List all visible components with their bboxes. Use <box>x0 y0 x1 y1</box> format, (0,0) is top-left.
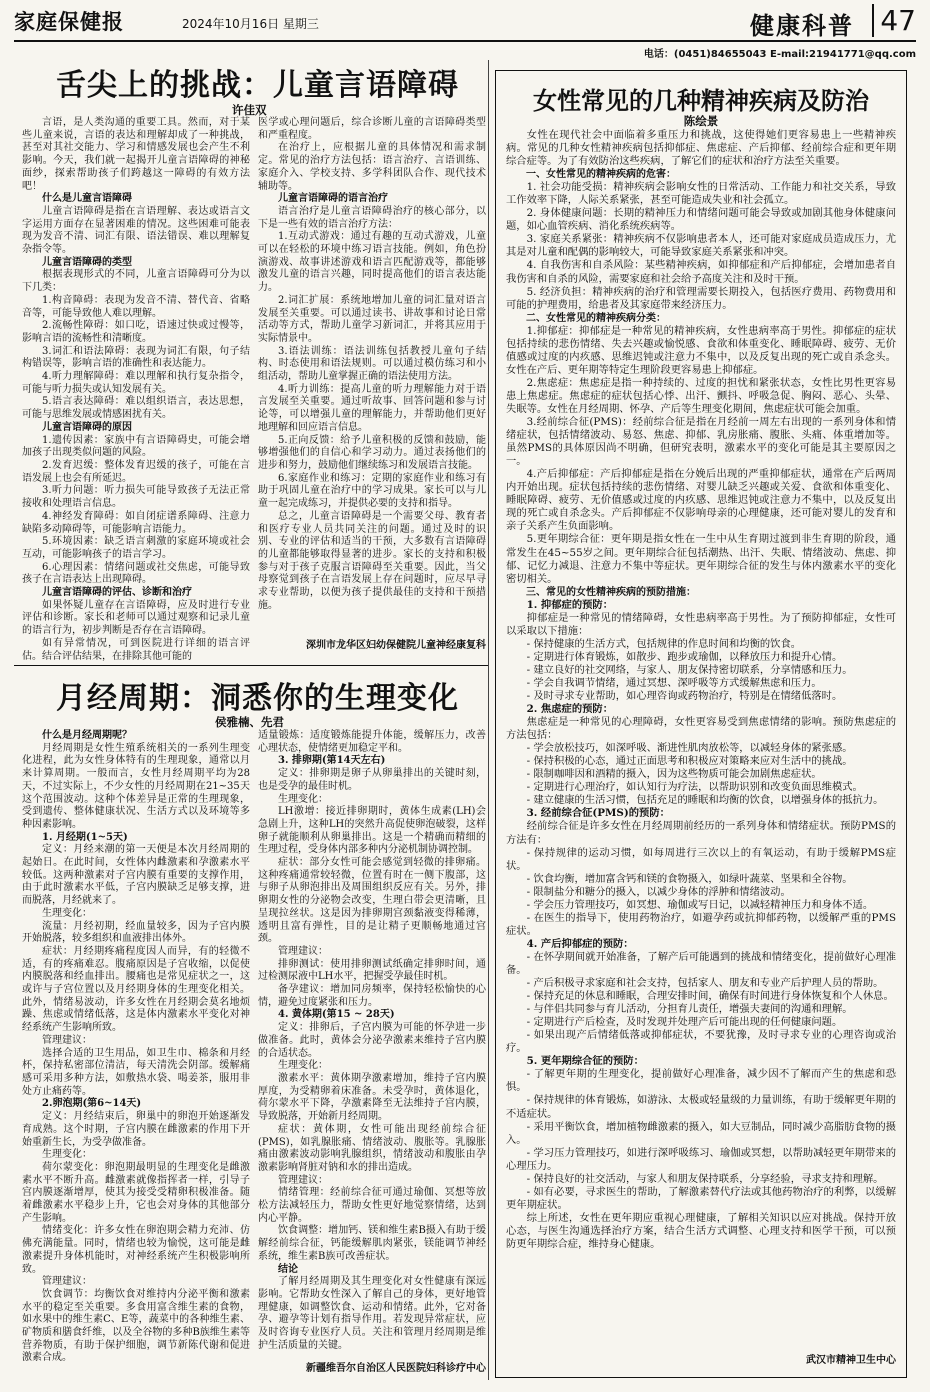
phase-heading: 3. 排卵期(第14天左右) <box>278 755 386 767</box>
paragraph: 女性在现代社会中面临着多重压力和挑战，这使得她们更容易患上一些精神疾病。常见的几种女性精神疾病包括抑郁症、焦虑症、产后抑郁、经前综合症和更年期综合症等。为了有效防治这些疾病，了解它们的症状和治疗方法至关重要。 <box>506 129 896 168</box>
paragraph: 5.更年期综合征：更年期是指女性在一生中从生育期过渡到非生育期的阶段，通常发生在45~55岁之间。更年期综合征包括潮热、出汗、失眠、情绪波动、焦虑、抑郁、记忆力减退、注意力不集中等症状。更年期综合征的发生与体内激素水平的变化密切相关。 <box>506 533 896 585</box>
contact-info: 电话：(0451)84655043 E-mail:21941771@qq.com <box>643 49 916 60</box>
paragraph: 定义：月经结束后，卵巢中的卵泡开始逐渐发育成熟。这个时期，子宫内膜在雌激素的作用下开始重新生长，为受孕做准备。 <box>22 1111 250 1148</box>
header-rule <box>14 40 916 42</box>
paragraph: 1.遗传因素：家族中有言语障碍史，可能会增加孩子出现类似问题的风险。 <box>22 434 250 459</box>
article-separator <box>14 665 488 666</box>
paragraph: 如果怀疑儿童存在言语障碍，应及时进行专业评估和诊断。家长和老师可以通过观察和记录儿童的语言行为，初步判断是否存在言语障碍。 <box>22 599 250 637</box>
paragraph: 生理变化： <box>42 907 92 919</box>
paragraph: - 保持充足的休息和睡眠，合理安排时间，确保有时间进行身体恢复和个人休息。 <box>526 990 894 1003</box>
paragraph: 管理建议： <box>278 945 328 957</box>
paragraph: 1. 社会功能受损：精神疾病会影响女性的日常活动、工作能力和社交关系，导致工作效率下降，人际关系紧张，甚至可能造成失业和社会孤立。 <box>506 181 896 207</box>
issue-date: 2024年10月16日 星期三 <box>182 17 319 31</box>
paragraph: 4.产后抑郁症：产后抑郁症是指在分娩后出现的严重抑郁症状，通常在产后两周内开始出现。症状包括持续的悲伤情绪、对婴儿缺乏兴趣或关爱、食欲和体重变化、睡眠障碍、疲劳、无价值感或过度的内疚感、思维迟钝或注意力不集中，以及反复出现的死亡或自杀念头。产后抑郁症不仅影响母亲的心理健康，还可能对婴儿的发育和亲子关系产生负面影响。 <box>506 468 896 533</box>
paragraph: 月经周期是女性生殖系统相关的一系列生理变化进程，此为女性身体特有的生理现象，通常以月来计算周期。一般而言，女性月经周期平均为28天，不过实际上，不少女性的月经周期在21~35天这个范围波动。这种个体差异是正常的生理现象，受到遗传、整体健康状况、生活方式以及环境等多种因素影响。 <box>22 742 250 830</box>
article2-author: 侯雅楠、先君 <box>215 715 284 729</box>
paragraph: 在治疗上，应根据儿童的具体情况和需求制定。常见的治疗方法包括：语言治疗、言语训练、家庭介入、学校支持、多学科团队合作、现代技术辅助等。 <box>258 142 486 192</box>
subheading: 儿童言语障碍的类型 <box>42 256 132 268</box>
article2-column-2 <box>258 730 486 1362</box>
paragraph: 管理建议： <box>278 1174 328 1186</box>
article3-author: 陈绘景 <box>683 114 719 128</box>
paragraph: - 学会压力管理技巧，如冥想、瑜伽或写日记，以减轻精神压力和身体不适。 <box>526 898 874 911</box>
paragraph: 焦虑症是一种常见的心理障碍，女性更容易受到焦虑情绪的影响。预防焦虑症的方法包括： <box>506 716 896 742</box>
article3-title: 女性常见的几种精神疾病及防治 <box>533 86 869 115</box>
paragraph: - 建立健康的生活习惯，包括充足的睡眠和均衡的饮食，以增强身体的抵抗力。 <box>526 794 884 807</box>
paragraph: 症状：月经期疼痛程度因人而异，有的轻微不适，有的疼痛难忍。腹痛原因是子宫收缩，以促使内膜脱落和经血排出。腰痛也是常见症状之一，这或许与子宫位置以及月经期身体的生理变化相关。此外，情绪易波动，许多女性在月经期会莫名地烦躁、焦虑或情绪低落，这是体内激素水平变化对神经系统产生影响所致。 <box>22 945 250 1034</box>
paragraph: 2.焦虑症：焦虑症是指一种持续的、过度的担忧和紧张状态，女性比男性更容易患上焦虑症。焦虑症的症状包括心悸、出汗、颤抖、呼吸急促、胸闷、恶心、头晕、失眠等。女性在月经周期、怀孕、产后等生理变化期间，焦虑症状可能会加重。 <box>506 376 896 415</box>
paragraph: - 学习压力管理技巧，如进行深呼吸练习、瑜伽或冥想，以帮助减轻更年期带来的心理压力。 <box>506 1146 896 1172</box>
paragraph: 管理建议： <box>42 1276 92 1288</box>
paragraph: 言语，是人类沟通的重要工具。然而，对于某些儿童来说，言语的表达和理解却成了一种挑战，甚至对其社交能力、学习和情感发展也会产生不利影响。今天，我们就一起揭开儿童言语障碍的神秘面纱，探索帮助孩子们跨越这一障碍的有效方法吧！ <box>22 117 250 192</box>
paragraph: - 学会自我调节情绪，通过冥想、深呼吸等方式缓解焦虑和压力。 <box>526 676 822 689</box>
phase-heading: 4. 黄体期(第15 ~ 28天) <box>278 1009 395 1021</box>
subheading: 儿童言语障碍的原因 <box>42 421 132 433</box>
paragraph: 备孕建议：增加同房频率，保持轻松愉快的心情，避免过度紧张和压力。 <box>258 984 486 1008</box>
paragraph: - 如有必要，寻求医生的帮助，了解激素替代疗法或其他药物治疗的利弊，以缓解更年期症状。 <box>506 1185 896 1211</box>
paragraph: 如有异常情况，可到医院进行详细的语言评估。结合评估结果，在排除其他可能的 <box>22 637 250 662</box>
paragraph: - 保持规律的运动习惯，如每周进行三次以上的有氧运动，有助于缓解PMS症状。 <box>506 846 896 872</box>
paragraph: 饮食调节：均衡饮食对维持内分泌平衡和激素水平的稳定至关重要。多食用富含维生素的食物，如水果中的维生素C、E等，蔬菜中的各种维生素、矿物质和膳食纤维，以及全谷物的多种B族维生素等营养物质，有助于保护细胞，调节新陈代谢和促进激素合成。 <box>22 1288 250 1364</box>
paragraph: - 定期进行体育锻炼，如散步、跑步或瑜伽，以释放压力和提升心情。 <box>526 650 843 663</box>
paragraph: 2. 身体健康问题：长期的精神压力和情绪问题可能会导致或加剧其他身体健康问题，如心血管疾病、消化系统疾病等。 <box>506 207 896 233</box>
paragraph: 情绪管理：经前综合征可通过瑜伽、冥想等放松方法减轻压力，帮助女性更好地觉察情绪，达到内心平静。 <box>258 1187 486 1224</box>
paragraph: 5. 经济负担：精神疾病的治疗和管理需要长期投入，包括医疗费用、药物费用和可能的护理费用，给患者及其家庭带来经济压力。 <box>506 285 896 311</box>
paragraph: - 学会放松技巧，如深呼吸、渐进性肌肉放松等，以减轻身体的紧张感。 <box>526 742 853 755</box>
paragraph: 儿童言语障碍是指在言语理解、表达或语言文字运用方面存在显著困难的情况。这些困难可能表现为发音不清、词汇有限、语法错误、难以理解复杂指令等。 <box>22 205 250 256</box>
paragraph: 生理变化： <box>278 1060 328 1072</box>
paragraph: 激素水平：黄体期孕激素增加，维持子宫内膜厚度，为受精卵着床准备。未受孕时，黄体退化，荷尔蒙水平下降，孕激素降至无法维持子宫内膜，导致脱落，开始新月经周期。 <box>258 1072 486 1123</box>
article3-source-box <box>506 1355 896 1371</box>
article1-title: 舌尖上的挑战：儿童言语障碍 <box>56 68 459 103</box>
paragraph: 排卵测试：使用排卵测试纸确定排卵时间，通过检测尿液中LH水平，把握受孕最佳时机。 <box>258 958 486 983</box>
paragraph: LH激增：接近排卵期时，黄体生成素(LH)会急剧上升，这种LH的突然升高促使卵泡破裂，这样卵子就能顺利从卵巢排出。这是一个精确而精细的生理过程，受身体内部多种内分泌机制协调控制。 <box>258 806 486 856</box>
paragraph: 症状：部分女性可能会感觉到轻微的排卵痛。这种疼痛通常较轻微，位置有时在一侧下腹部，这与卵子从卵泡排出及周围组织反应有关。另外，排卵期女性的分泌物会改变，生理白带会更清晰，且呈现拉丝状。这是因为排卵期宫颈黏液变得稀薄，透明且富有弹性，目的是让精子更顺畅地通过宫颈。 <box>258 857 486 945</box>
article1-author: 许佳双 <box>232 103 267 117</box>
paragraph: 了解月经周期及其生理变化对女性健康有深远影响。它帮助女性深入了解自己的身体，更好地管理健康，如调整饮食、运动和情绪。此外，它对备孕、避孕等计划有指导作用。若发现异常症状，应及时咨询专业医疗人员。关注和管理月经周期是维护生活质量的关键。 <box>258 1276 486 1351</box>
article3-body <box>506 129 896 1351</box>
paragraph: - 保持良好的社交活动，与家人和朋友保持联系，分享经验，寻求支持和理解。 <box>526 1172 884 1185</box>
phase-heading: 3. 经前综合征(PMS)的预防： <box>526 807 670 820</box>
paragraph: - 饮食均衡，增加富含钙和镁的食物摄入，如绿叶蔬菜、坚果和全谷物。 <box>526 872 853 885</box>
article2-source-box <box>258 1363 486 1379</box>
subheading: 什么是月经周期呢？ <box>42 730 132 741</box>
paragraph: - 限制盐分和糖分的摄入，以减少身体的浮肿和情绪波动。 <box>526 885 791 898</box>
phase-heading: 2. 焦虑症的预防： <box>526 703 614 716</box>
paragraph: 1.构音障碍：表现为发音不清、替代音、省略音等，可能导致他人难以理解。 <box>22 294 250 319</box>
paragraph: 1.互动式游戏：通过有趣的互动式游戏，儿童可以在轻松的环境中练习语言技能。例如，角色扮演游戏、故事讲述游戏和语言匹配游戏等，都能够激发儿童的语言兴趣，同时提高他们的语言表达能力。 <box>258 231 486 294</box>
paragraph: 症状：黄体期，女性可能出现经前综合征(PMS)，如乳腺胀痛、情绪波动、腹胀等。乳腺胀痛由激素波动影响乳腺组织，情绪波动和腹胀由孕激素影响肾脏对钠和水的排出造成。 <box>258 1123 486 1173</box>
paragraph: 选择合适的卫生用品，如卫生巾、棉条和月经杯，保持私密部位清洁，每天清洗会阴部。缓解痛感可采用多种方法，如敷热水袋、喝姜茶，服用非处方止痛药等。 <box>22 1047 250 1097</box>
paragraph: 3.听力问题：听力损失可能导致孩子无法正常接收和处理语言信息。 <box>22 485 250 510</box>
paragraph: - 定期进行产后检查，及时发现并处理产后可能出现的任何健康问题。 <box>526 1016 843 1029</box>
paragraph: 综上所述，女性在更年期应重视心理健康，了解相关知识以应对挑战。保持开放心态，与医生沟通选择治疗方案，结合生活方式调整、心理支持和医学干预，可以预防更年期综合症，维持身心健康。 <box>506 1211 896 1250</box>
paragraph: - 如果出现产后情绪低落或抑郁症状，不要犹豫，及时寻求专业的心理咨询或治疗。 <box>506 1029 896 1055</box>
paragraph: 情绪变化：许多女性在卵泡期会精力充沛、仿佛充满能量。同时，情绪也较为愉悦，这可能是雌激素提升身体机能时，对神经系统产生积极影响所致。 <box>22 1225 250 1275</box>
paragraph: 2.流畅性障碍：如口吃，语速过快或过慢等，影响言语的流畅性和清晰度。 <box>22 320 250 344</box>
paragraph: 1.抑郁症：抑郁症是一种常见的精神疾病，女性患病率高于男性。抑郁症的症状包括持续的悲伤情绪、失去兴趣或愉悦感、食欲和体重变化、睡眠障碍、疲劳、无价值感或过度的内疚感、思维迟钝或注意力不集中，以及反复出现的死亡或自杀念头。女性在产后、更年期等特定生理阶段更容易患上抑郁症。 <box>506 324 896 376</box>
paragraph: 适量锻炼：适度锻炼能提升体能，缓解压力，改善心理状态，使情绪更加稳定平和。 <box>258 730 486 754</box>
subheading: 三、常见的女性精神疾病的预防措施： <box>526 586 696 598</box>
article3-source: 武汉市精神卫生中心 <box>806 1355 896 1366</box>
paragraph: - 保持规律的体育锻炼，如游泳、太极或轻量级的力量训练，有助于缓解更年期的不适症状。 <box>506 1094 896 1120</box>
paragraph: - 采用平衡饮食，增加植物雌激素的摄入，如大豆制品，同时减少高脂肪食物的摄入。 <box>506 1120 896 1146</box>
paragraph: 4.神经发育障碍：如自闭症谱系障碍、注意力缺陷多动障碍等，可能影响言语能力。 <box>22 510 250 535</box>
paragraph: 4.听力训练：提高儿童的听力理解能力对于语言发展至关重要。通过听故事、回答问题和参与讨论等，可以增强儿童的理解能力，并帮助他们更好地理解和回应语言信息。 <box>258 383 486 433</box>
subheading: 什么是儿童言语障碍 <box>42 193 132 205</box>
column-divider <box>488 60 489 1380</box>
paragraph: 定义：月经来潮的第一天便是本次月经周期的起始日。在此时间，女性体内雌激素和孕激素水平较低。这两种激素对子宫内膜有重要的支撑作用，由于此时激素水平低，子宫内膜缺乏足够支撑，进而脱落，月经就来了。 <box>22 844 250 907</box>
paragraph: 流量：月经初期，经血量较多，因为子宫内膜开始脱落，较多组织和血液排出体外。 <box>22 920 250 945</box>
paragraph: - 建立良好的社交网络，与家人、朋友保持密切联系，分享情感和压力。 <box>526 663 853 676</box>
paragraph: 总之，儿童言语障碍是一个需要父母、教育者和医疗专业人员共同关注的问题。通过及时的识别、专业的评估和适当的干预，大多数有言语障碍的儿童都能够取得显著的进步。家长的支持和积极参与对于孩子克服言语障碍至关重要。因此，当父母察觉到孩子在言语发展上存在问题时，应尽早寻求专业帮助，以便为孩子提供最佳的支持和干预措施。 <box>258 510 486 611</box>
phase-heading: 1. 月经期(1~5天) <box>42 831 128 843</box>
paragraph: 定义：排卵期是卵子从卵巢排出的关键时刻，也是受孕的最佳时机。 <box>258 768 486 792</box>
paragraph: - 保持健康的生活方式，包括规律的作息时间和均衡的饮食。 <box>526 637 802 650</box>
phase-heading: 4. 产后抑郁症的预防： <box>526 937 634 950</box>
paragraph: 语言治疗是儿童言语障碍治疗的核心部分，以下是一些有效的语言治疗方法： <box>258 205 486 230</box>
paragraph: 4. 自我伤害和自杀风险：某些精神疾病，如抑郁症和产后抑郁症，会增加患者自我伤害和自杀的风险，需要家庭和社会给予高度关注和及时干预。 <box>506 259 896 285</box>
phase-heading: 5. 更年期综合征的预防： <box>526 1055 644 1068</box>
subheading: 儿童言语障碍的语言治疗 <box>278 193 388 205</box>
paragraph: 5.环境因素：缺乏语言刺激的家庭环境或社会互动，可能影响孩子的语言学习。 <box>22 536 250 560</box>
paragraph: - 及时寻求专业帮助，如心理咨询或药物治疗，特别是在情绪低落时。 <box>526 690 843 703</box>
paragraph: 4.听力理解障碍：难以理解和执行复杂指令，可能与听力损失或认知发展有关。 <box>22 371 250 395</box>
paragraph: 经前综合征是许多女性在月经周期前经历的一系列身体和情绪症状。预防PMS的方法有： <box>506 820 896 846</box>
paragraph: 2.发育迟缓：整体发育迟缓的孩子，可能在言语发展上也会有所延迟。 <box>22 459 250 484</box>
phase-heading: 2.卵泡期(第6~14天) <box>42 1098 142 1110</box>
paragraph: 荷尔蒙变化：卵泡期最明显的生理变化是雌激素水平不断升高。雌激素就像指挥者一样，引导子宫内膜逐渐增厚，使其为接受受精卵积极准备。随着雌激素水平稳步上升，它也会对身体的其他部分产生影响。 <box>22 1161 250 1224</box>
paragraph: 医学或心理问题后，综合诊断儿童的言语障碍类型和严重程度。 <box>258 117 486 141</box>
paragraph: - 限制咖啡因和酒精的摄入，因为这些物质可能会加剧焦虑症状。 <box>526 768 822 781</box>
paragraph: 饮食调整：增加钙、镁和维生素B摄入有助于缓解经前综合征，钙能缓解肌肉紧张，镁能调节神经系统，维生素B族可改善症状。 <box>258 1225 486 1262</box>
paragraph: - 在怀孕期间就开始准备，了解产后可能遇到的挑战和情绪变化，提前做好心理准备。 <box>506 950 896 976</box>
paragraph: - 保持积极的心态，通过正面思考和积极应对策略来应对生活中的挑战。 <box>526 755 853 768</box>
paragraph: 3.语法训练：语法训练包括教授儿童句子结构、时态使用和语法规则。可以通过模仿练习和小组活动，帮助儿童掌握正确的语法使用方法。 <box>258 345 486 383</box>
subheading: 结论 <box>278 1263 298 1275</box>
paragraph: 2.词汇扩展：系统地增加儿童的词汇量对语言发展至关重要。可以通过读书、讲故事和讨论日常活动等方式，帮助儿童学习新词汇，并将其应用于实际情景中。 <box>258 294 486 344</box>
article1-column-1 <box>22 117 250 662</box>
subheading: 儿童言语障碍的评估、诊断和治疗 <box>42 587 192 599</box>
paragraph: - 产后积极寻求家庭和社会支持，包括家人、朋友和专业产后护理人员的帮助。 <box>526 977 884 990</box>
article1-source: 深圳市龙华区妇幼保健院儿童神经康复科 <box>306 640 486 651</box>
section-name: 健康科普 <box>750 11 854 40</box>
page-header <box>14 6 916 40</box>
paragraph: - 定期进行心理治疗，如认知行为疗法，以帮助识别和改变负面思维模式。 <box>526 781 863 794</box>
article2-source: 新疆维吾尔自治区人民医院妇科诊疗中心 <box>306 1363 486 1374</box>
paragraph: - 在医生的指导下，使用药物治疗，如避孕药或抗抑郁药物，以缓解严重的PMS症状。 <box>506 911 896 937</box>
article3-box <box>495 70 907 1378</box>
paragraph: - 了解更年期的生理变化，提前做好心理准备，减少因不了解而产生的焦虑和恐惧。 <box>506 1068 896 1094</box>
article1-source-box <box>258 640 486 656</box>
paragraph: 3.词汇和语法障碍：表现为词汇有限，句子结构错误等，影响言语的准确性和表达能力。 <box>22 345 250 370</box>
paragraph: 生理变化： <box>42 1149 92 1161</box>
subheading: 二、女性常见的精神疾病分类： <box>526 312 666 324</box>
paragraph: 根据表现形式的不同，儿童言语障碍可分为以下几类： <box>22 269 250 294</box>
page-number: 47 <box>872 4 916 37</box>
paragraph: 抑郁症是一种常见的情绪障碍，女性患病率高于男性。为了预防抑郁症，女性可以采取以下措施： <box>506 611 896 637</box>
paragraph: 3.经前综合征(PMS)：经前综合征是指在月经前一周左右出现的一系列身体和情绪症状，包括情绪波动、易怒、焦虑、抑郁、乳房胀痛、腹胀、头痛、体重增加等。虽然PMS的具体原因尚不明确，但研究表明，激素水平的变化可能是其主要原因之一。 <box>506 416 896 468</box>
newspaper-name: 家庭保健报 <box>14 9 124 34</box>
phase-heading: 1. 抑郁症的预防： <box>526 598 614 611</box>
paragraph: - 与伴侣共同参与育儿活动，分担育儿责任，增强夫妻间的沟通和理解。 <box>526 1003 853 1016</box>
paragraph: 3. 家庭关系紧张：精神疾病不仅影响患者本人，还可能对家庭成员造成压力，尤其是对儿童和配偶的影响较大，可能导致家庭关系紧张和冲突。 <box>506 233 896 259</box>
paragraph: 生理变化： <box>278 793 328 805</box>
paragraph: 5.正向反馈：给予儿童积极的反馈和鼓励，能够增强他们的自信心和学习动力。通过表扬他们的进步和努力，鼓励他们继续练习和发展语言技能。 <box>258 434 486 471</box>
article2-title: 月经周期：洞悉你的生理变化 <box>56 681 459 716</box>
article1-column-2 <box>258 117 486 637</box>
paragraph: 6.家庭作业和练习：定期的家庭作业和练习有助于巩固儿童在治疗中的学习成果。家长可以与儿童一起完成练习，并提供必要的支持和指导。 <box>258 472 486 510</box>
paragraph: 管理建议： <box>42 1034 92 1046</box>
paragraph: 5.语言表达障碍：难以组织语言，表达思想，可能与思维发展或情感困扰有关。 <box>22 396 250 421</box>
subheading: 一、女性常见的精神疾病的危害： <box>526 169 676 181</box>
paragraph: 6.心理因素：情绪问题或社交焦虑，可能导致孩子在言语表达上出现障碍。 <box>22 561 250 586</box>
article2-column-1 <box>22 730 250 1380</box>
paragraph: 定义：排卵后，子宫内膜为可能的怀孕进一步做准备。此时，黄体会分泌孕激素来维持子宫内膜的合适状态。 <box>258 1022 486 1059</box>
